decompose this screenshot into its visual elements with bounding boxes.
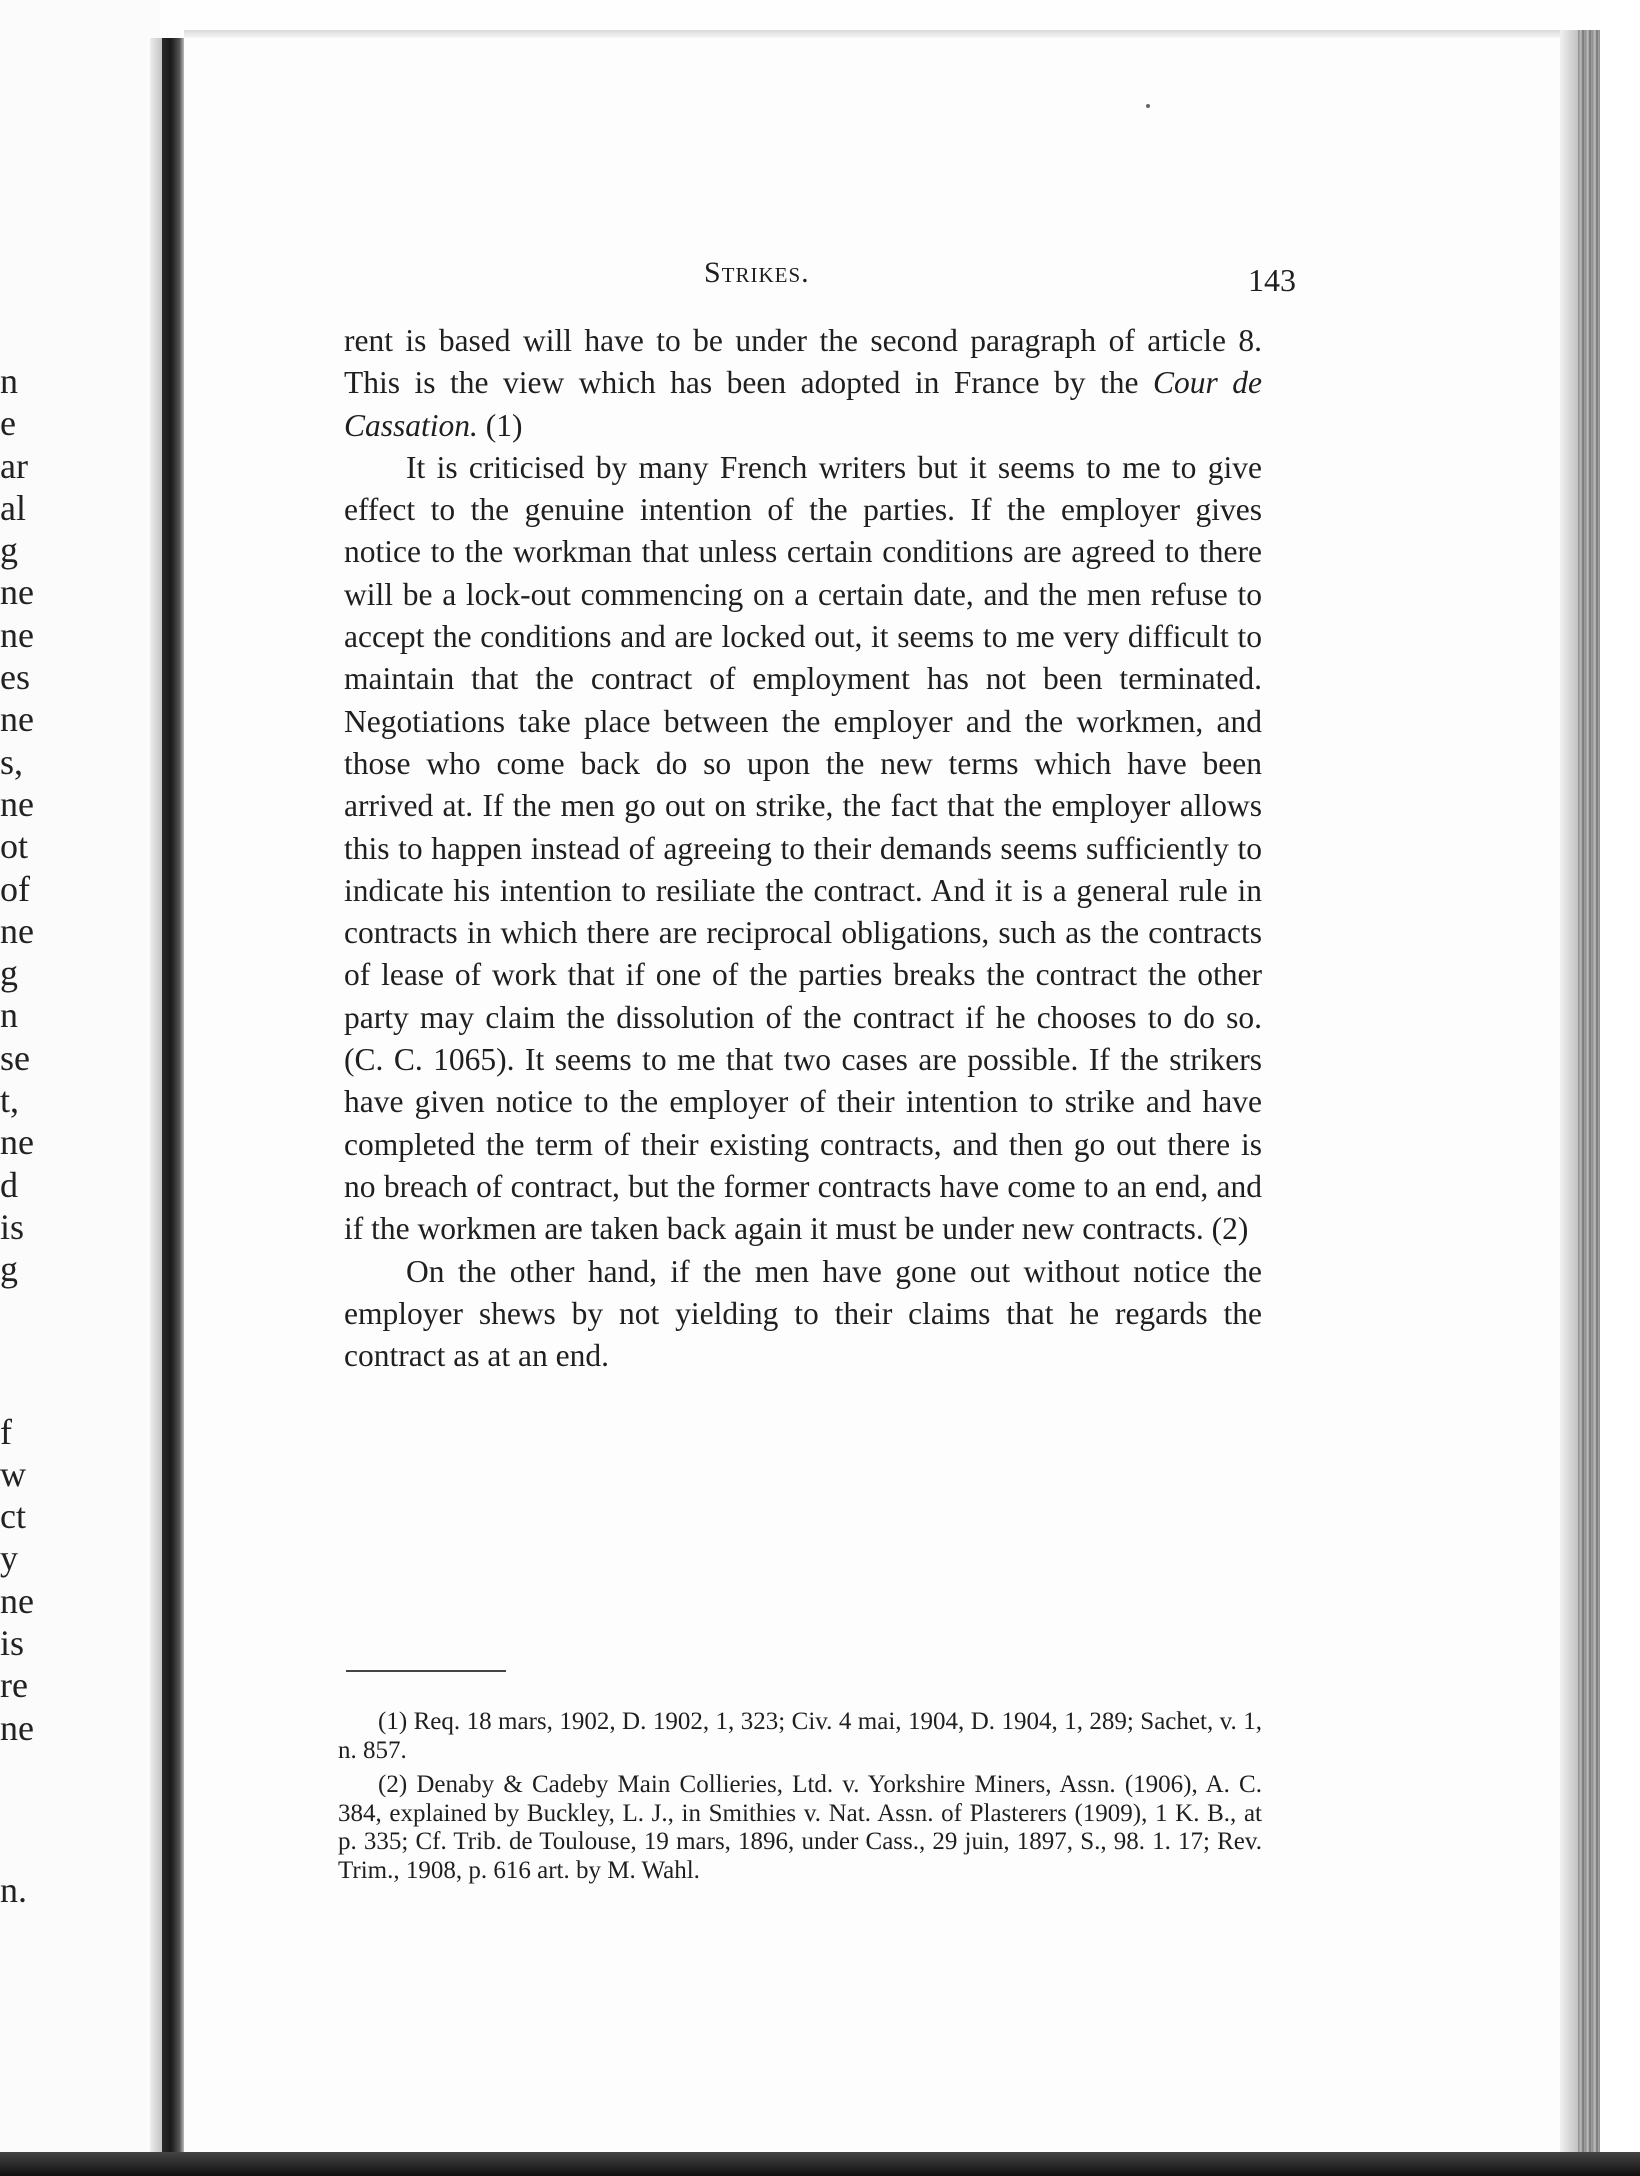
left-fragment: t, <box>0 1080 20 1121</box>
left-fragment: ne <box>0 572 34 613</box>
scan-background <box>1600 0 1640 2176</box>
book-gutter-shadow <box>162 38 184 2176</box>
footnotes <box>338 1708 1262 1891</box>
footnote-divider <box>346 1670 506 1672</box>
bottom-scan-border <box>0 2152 1640 2176</box>
footnote-ref-1: (1) <box>477 407 523 443</box>
left-fragment: n <box>0 995 18 1036</box>
left-page-text-fragments <box>0 360 34 1911</box>
left-fragment: ne <box>0 1122 34 1163</box>
body-text <box>344 320 1262 1377</box>
running-head: Strikes. <box>704 256 810 289</box>
dust-speck <box>1146 104 1150 108</box>
paragraph-2: It is criticised by many French writers but it seems to me to give effect to the genuine intention of the parties. If the employer gives notice to the workman that unless certain conditions are agreed to there will be a lock-out commencing on a certain date, and the men refuse to accept the conditions and are locked out, it seems to me very difficult to maintain that the contract of employment has not been terminated. Negotiations take place between the employer and the workmen, and those who come back do so upon the new terms which have been arrived at. If the men go out on strike, the fact that the employer allows this to happen instead of agreeing to their demands seems sufficiently to indicate his intention to resiliate the contract. And it is a general rule in contracts in which there are reciprocal obligations, such as the contracts of lease of work that if one of the parties breaks the contract the other party may claim the dissolution of the contract if he chooses to do so. (C. C. 1065). It seems to me that two cases are possible. If the strikers have given notice to the employer of their intention to strike and have completed the term of their existing contracts, and then go out there is no breach of contract, but the former contracts have come to an end, and if the workmen are taken back again it must be under new contracts. (2) <box>344 449 1262 1247</box>
left-fragment: y <box>0 1538 18 1579</box>
left-fragment: se <box>0 1037 30 1078</box>
left-fragment: g <box>0 953 18 994</box>
book-fore-edge <box>1578 30 1600 2170</box>
left-fragment: n <box>0 361 18 401</box>
right-page <box>184 38 1560 2152</box>
left-fragment: ot <box>0 826 29 867</box>
left-fragment: ne <box>0 614 34 655</box>
left-fragment: ne <box>0 1580 34 1621</box>
left-fragment: ar <box>0 445 28 486</box>
left-page-edge <box>0 0 160 2176</box>
left-fragment: n. <box>0 1869 27 1910</box>
left-fragment: s, <box>0 741 24 782</box>
paragraph-1 <box>344 320 1262 447</box>
left-fragment: e <box>0 403 16 444</box>
left-fragment-gap <box>0 1291 30 1411</box>
left-fragment: ne <box>0 783 34 824</box>
left-fragment: is <box>0 1206 25 1247</box>
left-fragment: w <box>0 1453 26 1494</box>
left-fragment: ne <box>0 699 34 740</box>
left-fragment: ne <box>0 910 34 951</box>
left-fragment: ct <box>0 1496 26 1537</box>
top-page-edge <box>184 30 1560 38</box>
left-fragment: ne <box>0 1707 34 1748</box>
footnote-2: (2) Denaby & Cadeby Main Collieries, Ltd. v. Yorkshire Miners, Assn. (1906), A. C. 384, explained by Buckley, L. J., in Smithies v. Nat. Assn. of Plasterers (1909), 1 K. B., at p. 335; Cf. Trib. de Toulouse, 19 mars, 1896, under Cass., 29 juin, 1897, S., 98. 1. 17; Rev. Trim., 1908, p. 616 art. by M. Wahl. <box>338 1771 1262 1884</box>
left-fragment-gap <box>0 1749 30 1869</box>
left-fragment: f <box>0 1411 12 1452</box>
page-number: 143 <box>1248 262 1296 298</box>
left-fragment: es <box>0 657 30 698</box>
left-fragment: g <box>0 1249 18 1290</box>
paragraph-1-text: rent is based will have to be under the second paragraph of article 8. This is the view which has been adopted in France by the <box>344 323 1262 401</box>
left-fragment: al <box>0 487 26 528</box>
right-page-edge <box>1560 30 1580 2170</box>
court-name-italic: Cour de Cassation. <box>344 365 1263 443</box>
left-fragment: g <box>0 530 18 571</box>
left-fragment: re <box>0 1665 28 1706</box>
footnote-1: (1) Req. 18 mars, 1902, D. 1902, 1, 323; Civ. 4 mai, 1904, D. 1904, 1, 289; Sachet, v. 1, n. 857. <box>338 1708 1262 1764</box>
left-fragment: is <box>0 1623 25 1664</box>
left-fragment: d <box>0 1164 18 1205</box>
left-fragment: of <box>0 868 30 909</box>
paragraph-3: On the other hand, if the men have gone out without notice the employer shews by not yielding to their claims that he regards the contract as at an end. <box>344 1253 1262 1374</box>
